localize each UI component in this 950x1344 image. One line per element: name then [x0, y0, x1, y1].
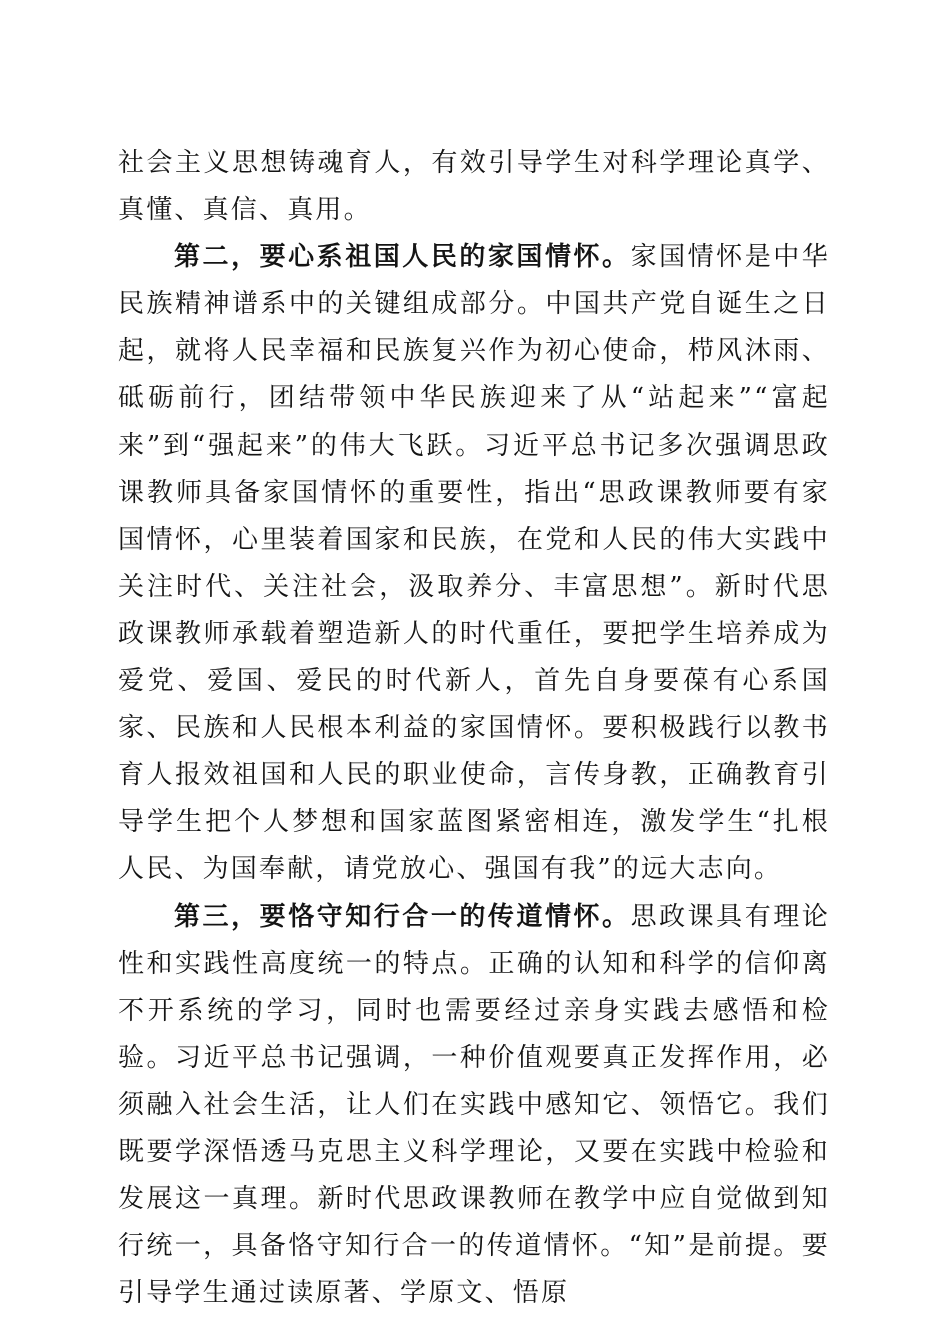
paragraph-text: 家国情怀是中华民族精神谱系中的关键组成部分。中国共产党自诞生之日起，就将人民幸福和民族复兴作为初心使命，栉风沐雨、砥砺前行，团结带领中华民族迎来了从“站起来”“富起来”到“强起来”的伟大飞跃。习近平总书记多次强调思政课教师具备家国情怀的重要性，指出“思政课教师要有家国情怀，心里装着国家和民族，在党和人民的伟大实践中关注时代、关注社会，汲取养分、丰富思想”。新时代思政课教师承载着塑造新人的时代重任，要把学生培养成为爱党、爱国、爱民的时代新人，首先自身要葆有心系国家、民族和人民根本利益的家国情怀。要积极践行以教书育人报效祖国和人民的职业使命，言传身教，正确教育引导学生把个人梦想和国家蓝图紧密相连，激发学生“扎根人民、为国奉献，请党放心、强国有我”的远大志向。 — [118, 242, 830, 885]
document-body — [118, 140, 830, 1317]
paragraph-second-point — [118, 234, 830, 893]
paragraph-third-point — [118, 894, 830, 1318]
paragraph-continuation — [118, 140, 830, 234]
paragraph-heading: 第二，要心系祖国人民的家国情怀。 — [174, 242, 631, 273]
paragraph-text: 社会主义思想铸魂育人，有效引导学生对科学理论真学、真懂、真信、真用。 — [118, 148, 830, 226]
paragraph-heading: 第三，要恪守知行合一的传道情怀。 — [174, 901, 631, 932]
paragraph-text: 思政课具有理论性和实践性高度统一的特点。正确的认知和科学的信仰离不开系统的学习，同时也需要经过亲身实践去感悟和检验。习近平总书记强调，一种价值观要真正发挥作用，必须融入社会生活，让人们在实践中感知它、领悟它。我们既要学深悟透马克思主义科学理论，又要在实践中检验和发展这一真理。新时代思政课教师在教学中应自觉做到知行统一，具备恪守知行合一的传道情怀。“知”是前提。要引导学生通过读原著、学原文、悟原 — [118, 901, 830, 1309]
